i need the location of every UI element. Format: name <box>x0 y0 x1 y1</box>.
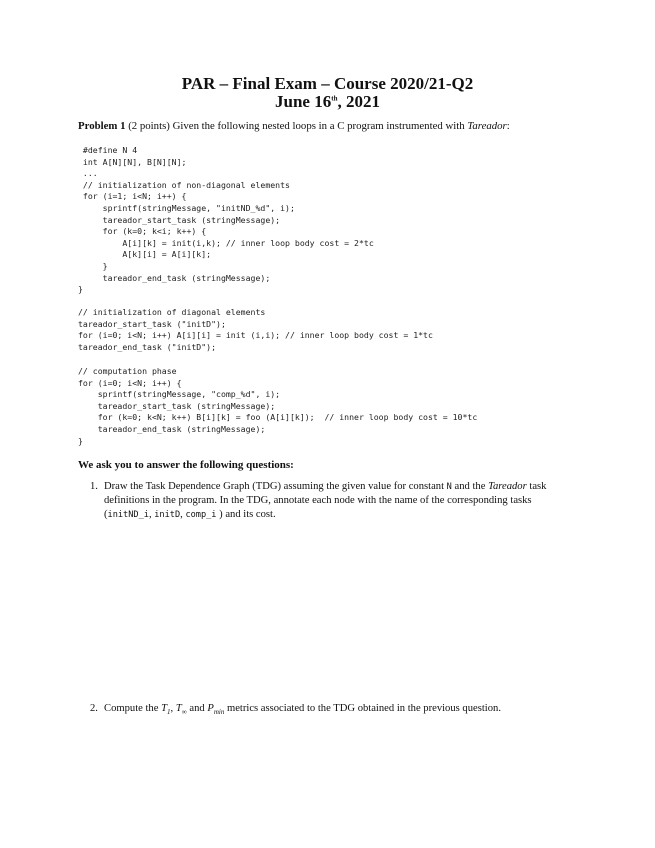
metric-t1: $T_1$ <box>161 703 171 717</box>
question-number: 1. <box>90 481 98 492</box>
q1-sep-1: , <box>148 509 152 520</box>
q1-sep-2: , <box>180 509 183 520</box>
q1-code-n: N <box>446 482 452 492</box>
question-text <box>104 702 580 719</box>
exam-title: PAR – Final Exam – Course 2020/21-Q2 <box>181 74 474 93</box>
problem-tool: Tareador <box>467 120 507 132</box>
q1-text-c: task definitions in the program. In the TDG, annotate each node with the name of the corresponding tasks ( <box>104 481 547 520</box>
q1-code-comp: comp_i <box>185 510 217 520</box>
metric-tinf: $T_\infty$ <box>175 703 187 717</box>
question-number: 2. <box>90 703 98 714</box>
q2-text-c: metrics associated to the TDG obtained in the previous question. <box>226 703 501 714</box>
problem-end: : <box>506 120 510 132</box>
problem-label: Problem 1 <box>78 120 126 132</box>
problem-statement <box>78 120 598 132</box>
metric-pmin: $P_{min}$ <box>207 703 225 717</box>
question-2 <box>90 702 580 719</box>
q1-code-initnd: initND_i <box>107 510 149 520</box>
code-block-computation: // computation phase for (i=0; i<N; i++) { sprintf(stringMessage, "comp_%d", i); tareador_start_task (stringMessage); for (k=0; k<N; k++) B[i][k] = foo (A[i][k]); // inner loop body cost = 10*tc tareador_end_task (stringMessage); } <box>78 366 478 446</box>
q1-text-a: Draw the Task Dependence Graph (TDG) assuming the given value for constant <box>104 481 445 492</box>
date-prefix: June 16 <box>275 92 332 111</box>
code-block-diagonal: // initialization of diagonal elements tareador_start_task ("initD"); for (i=0; i<N; i++) A[i][i] = init (i,i); // inner loop body cost = 1*tc tareador_end_task ("initD"); <box>78 307 433 352</box>
q2-sep: , <box>170 703 174 714</box>
q1-text-b: and the <box>454 481 486 492</box>
q2-text-b: and <box>189 703 205 714</box>
question-1 <box>90 480 580 522</box>
date-ordinal: th <box>331 94 338 103</box>
problem-text: Given the following nested loops in a C program instrumented with <box>172 120 465 132</box>
date-suffix: , 2021 <box>337 92 380 111</box>
problem-points: (2 points) <box>128 120 170 132</box>
code-block-nondiagonal: #define N 4 int A[N][N], B[N][N]; ... // initialization of non-diagonal elements for (i=1; i<N; i++) { sprintf(stringMessage, "initND_%d", i); tareador_start_task (stringMessage); for (k=0; k<i; k++) { A[i][k] = init(i,k); // inner loop body cost = 2*tc A[k][i] = A[i][k]; } tareador_end_task (stringMessage); } <box>78 145 374 295</box>
q2-text-a: Compute the <box>104 703 159 714</box>
exam-date <box>0 92 655 112</box>
question-text <box>104 480 580 522</box>
q1-text-d: ) and its cost. <box>219 509 276 520</box>
q1-code-initd: initD <box>154 510 181 520</box>
questions-heading: We ask you to answer the following questions: <box>78 459 294 471</box>
q1-tool: Tareador <box>488 481 527 492</box>
